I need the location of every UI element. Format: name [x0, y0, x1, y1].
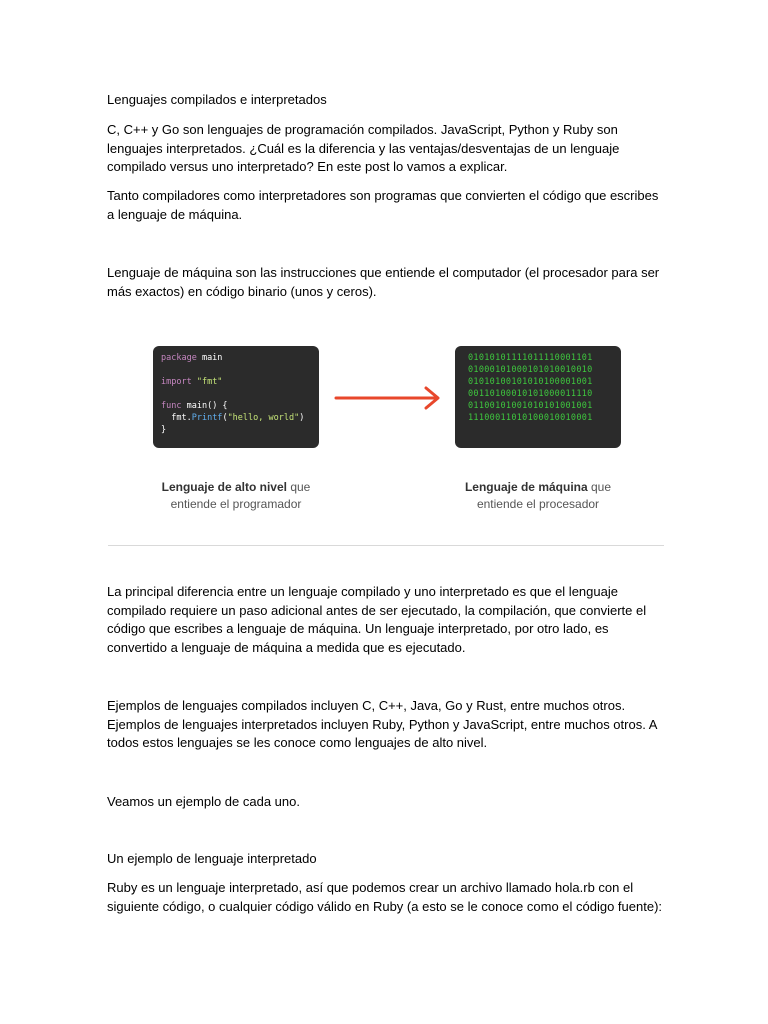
binary-line: 11100011010100010010001	[468, 413, 593, 423]
code-line	[161, 352, 311, 364]
high-level-caption	[126, 479, 346, 513]
compilation-figure	[108, 318, 664, 546]
caption-text: entiende el programador	[170, 497, 302, 511]
code-text: )	[299, 413, 305, 423]
keyword: func	[161, 401, 182, 411]
right-arrow-icon	[333, 384, 443, 412]
high-level-code-box	[153, 346, 319, 448]
code-line	[161, 424, 311, 436]
caption-bold: Lenguaje de máquina	[464, 480, 588, 494]
examples-paragraph: Ejemplos de lenguajes compilados incluyen C, C++, Java, Go y Rust, entre muchos otros. Ejemplos de lenguajes interpretados incluyen Ruby, Python y JavaScript, entre muchos otros. A todos estos lenguajes se les conoce como lenguajes de alto nivel.	[107, 698, 657, 750]
code-line	[161, 376, 311, 388]
code-line	[161, 400, 311, 412]
code-line	[161, 412, 311, 424]
function-name: Printf	[191, 413, 223, 423]
machine-language-paragraph: Lenguaje de máquina son las instrucciones que entiende el computador (el procesador para ser más exactos) en código binario (unos y ceros).	[107, 265, 660, 299]
code-line-blank	[161, 388, 311, 400]
caption-text: entiende el procesador	[476, 497, 600, 511]
machine-language-caption	[428, 479, 648, 513]
caption-text: que	[587, 480, 612, 494]
keyword: import	[161, 377, 192, 387]
machine-code-box	[455, 346, 621, 448]
compilers-paragraph: Tanto compiladores como interpretadores son programas que convierten el código que escribes a lenguaje de máquina.	[107, 188, 659, 222]
code-text: }	[161, 425, 167, 435]
code-text: fmt.	[161, 413, 192, 423]
intro-paragraph: C, C++ y Go son lenguajes de programación compilados. JavaScript, Python y Ruby son lenguajes interpretados. ¿Cuál es la diferencia y las ventajas/desventajas de un lenguaje compilado versus uno interpretado? En este post lo vamos a explicar.	[107, 122, 620, 174]
binary-line: 01100101001010101001001	[468, 401, 593, 411]
caption-bold: Lenguaje de alto nivel	[161, 480, 287, 494]
binary-line: 01010100101010100001001	[468, 377, 593, 387]
ruby-paragraph: Ruby es un lenguaje interpretado, así que podemos crear un archivo llamado hola.rb con el siguiente código, o cualquier código válido en Ruby (a esto se le conoce como el código fuente):	[107, 880, 663, 914]
binary-line: 01000101000101010010010	[468, 365, 593, 375]
difference-paragraph: La principal diferencia entre un lenguaje compilado y uno interpretado es que el lenguaje compilado requiere un paso adicional antes de ser ejecutado, la compilación, que convierte el código que escribes a lenguaje de máquina. Un lenguaje interpretado, por otro lado, es convertido a lenguaje de máquina a medida que es ejecutado.	[107, 584, 647, 655]
interpreted-example-heading: Un ejemplo de lenguaje interpretado	[107, 851, 317, 866]
string-literal: "fmt"	[191, 377, 223, 387]
string-literal: "hello, world"	[227, 413, 300, 423]
binary-line: 00110100010101000011110	[468, 389, 593, 399]
code-text: main() {	[181, 401, 228, 411]
caption-text: que	[287, 480, 311, 494]
section-heading: Lenguajes compilados e interpretados	[107, 92, 327, 107]
binary-line: 01010101111011110001101	[468, 353, 593, 363]
code-text: (	[222, 413, 228, 423]
keyword: package	[161, 353, 197, 363]
code-text: main	[196, 353, 223, 363]
lets-see-paragraph: Veamos un ejemplo de cada uno.	[107, 794, 300, 809]
code-line-blank	[161, 364, 311, 376]
